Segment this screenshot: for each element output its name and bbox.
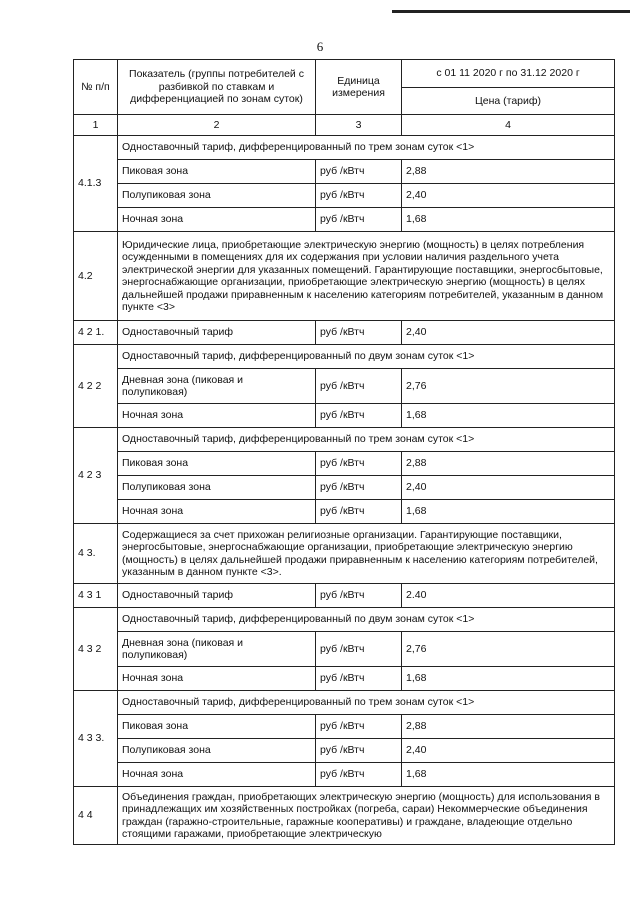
price-cell: 2,76	[402, 369, 615, 404]
price-cell: 1,68	[402, 404, 615, 428]
index-cell: 3	[316, 115, 402, 136]
unit-cell: руб /кВтч	[316, 321, 402, 345]
row-description: Объединения граждан, приобретающих электрическую энергию (мощность) для использования в принадлежащих им хозяйственных постройках (погреба, сараи) Некоммерческие объединения граждан (гаражно-строительные, гаражные кооперативы) и граждане, владеющие отдельно стоящими гаражами, приобретающие электрическую	[118, 787, 615, 845]
price-cell: 2,40	[402, 476, 615, 500]
row-number: 4.2	[74, 232, 118, 321]
table-row	[74, 608, 615, 632]
table-row	[74, 524, 615, 584]
price-cell: 1,68	[402, 667, 615, 691]
row-title: Одноставочный тариф, дифференцированный по трем зонам суток <1>	[118, 691, 615, 715]
unit-cell: руб /кВтч	[316, 763, 402, 787]
row-title: Одноставочный тариф	[118, 321, 316, 345]
row-title: Одноставочный тариф, дифференцированный по трем зонам суток <1>	[118, 136, 615, 160]
unit-cell: руб /кВтч	[316, 584, 402, 608]
zone-label: Дневная зона (пиковая и полупиковая)	[118, 369, 316, 404]
price-cell: 2,40	[402, 321, 615, 345]
zone-label: Ночная зона	[118, 500, 316, 524]
row-title: Одноставочный тариф, дифференцированный по двум зонам суток <1>	[118, 608, 615, 632]
table-row	[74, 452, 615, 476]
zone-label: Пиковая зона	[118, 715, 316, 739]
unit-cell: руб /кВтч	[316, 208, 402, 232]
row-number: 4 3 1	[74, 584, 118, 608]
unit-cell: руб /кВтч	[316, 369, 402, 404]
tariff-table	[73, 59, 615, 845]
table-row	[74, 632, 615, 667]
zone-label: Ночная зона	[118, 667, 316, 691]
unit-cell: руб /кВтч	[316, 404, 402, 428]
table-row	[74, 500, 615, 524]
header-row	[74, 60, 615, 88]
table-row	[74, 763, 615, 787]
table-row	[74, 136, 615, 160]
top-rule	[392, 10, 630, 13]
price-cell: 1,68	[402, 208, 615, 232]
row-title: Одноставочный тариф	[118, 584, 316, 608]
price-cell: 1,68	[402, 500, 615, 524]
price-cell: 2.40	[402, 584, 615, 608]
zone-label: Полупиковая зона	[118, 476, 316, 500]
header-period: с 01 11 2020 г по 31.12 2020 г	[402, 60, 615, 88]
table-row	[74, 321, 615, 345]
table-row	[74, 184, 615, 208]
page-number: 6	[316, 39, 324, 54]
row-number: 4 2 1.	[74, 321, 118, 345]
index-cell: 1	[74, 115, 118, 136]
row-description: Юридические лица, приобретающие электрическую энергию (мощность) в целях потребления осужденными в помещениях для их содержания при условии наличия раздельного учета электрической энергии для указанных помещений. Гарантирующие поставщики, энергосбытовые, энергоснабжающие организации, приобретающие электрическую энергию (мощность) в целях дальнейшей продажи приравненным к населению категориям потребителей, указанным в данном пункте <3>	[118, 232, 615, 321]
table-row	[74, 208, 615, 232]
price-cell: 2,88	[402, 452, 615, 476]
row-number: 4 3 3.	[74, 691, 118, 787]
row-number: 4 3 2	[74, 608, 118, 691]
table-row	[74, 232, 615, 321]
table-row	[74, 369, 615, 404]
row-title: Одноставочный тариф, дифференцированный по трем зонам суток <1>	[118, 428, 615, 452]
table-row	[74, 428, 615, 452]
price-cell: 2,40	[402, 184, 615, 208]
header-num: № п/п	[74, 60, 118, 115]
table-row	[74, 584, 615, 608]
price-cell: 2,88	[402, 715, 615, 739]
row-number: 4 3.	[74, 524, 118, 584]
row-number: 4.1.3	[74, 136, 118, 232]
zone-label: Ночная зона	[118, 404, 316, 428]
zone-label: Ночная зона	[118, 208, 316, 232]
unit-cell: руб /кВтч	[316, 452, 402, 476]
price-cell: 2,40	[402, 739, 615, 763]
table-row	[74, 691, 615, 715]
row-title: Одноставочный тариф, дифференцированный по двум зонам суток <1>	[118, 345, 615, 369]
table-row	[74, 345, 615, 369]
zone-label: Дневная зона (пиковая и полупиковая)	[118, 632, 316, 667]
index-cell: 2	[118, 115, 316, 136]
index-row	[74, 115, 615, 136]
price-cell: 2,76	[402, 632, 615, 667]
unit-cell: руб /кВтч	[316, 476, 402, 500]
header-indicator: Показатель (группы потребителей с разбивкой по ставкам и дифференциацией по зонам суток)	[118, 60, 316, 115]
zone-label: Ночная зона	[118, 763, 316, 787]
table-row	[74, 160, 615, 184]
unit-cell: руб /кВтч	[316, 632, 402, 667]
row-number: 4 2 3	[74, 428, 118, 524]
price-cell: 1,68	[402, 763, 615, 787]
row-number: 4 2 2	[74, 345, 118, 428]
unit-cell: руб /кВтч	[316, 715, 402, 739]
price-cell: 2,88	[402, 160, 615, 184]
header-price: Цена (тариф)	[402, 88, 615, 115]
unit-cell: руб /кВтч	[316, 500, 402, 524]
unit-cell: руб /кВтч	[316, 739, 402, 763]
index-cell: 4	[402, 115, 615, 136]
table-row	[74, 404, 615, 428]
table-row	[74, 667, 615, 691]
unit-cell: руб /кВтч	[316, 184, 402, 208]
header-unit: Единица измерения	[316, 60, 402, 115]
unit-cell: руб /кВтч	[316, 667, 402, 691]
table-row	[74, 739, 615, 763]
zone-label: Полупиковая зона	[118, 184, 316, 208]
row-description: Содержащиеся за счет прихожан религиозные организации. Гарантирующие поставщики, энергосбытовые, энергоснабжающие организации, приобретающие электрическую энергию (мощность) в целях дальнейшей продажи приравненным к населению категориям потребителей, указанным в данном пункте <3>.	[118, 524, 615, 584]
zone-label: Полупиковая зона	[118, 739, 316, 763]
table-row	[74, 715, 615, 739]
unit-cell: руб /кВтч	[316, 160, 402, 184]
table-row	[74, 476, 615, 500]
zone-label: Пиковая зона	[118, 452, 316, 476]
zone-label: Пиковая зона	[118, 160, 316, 184]
row-number: 4 4	[74, 787, 118, 845]
table-row	[74, 787, 615, 845]
